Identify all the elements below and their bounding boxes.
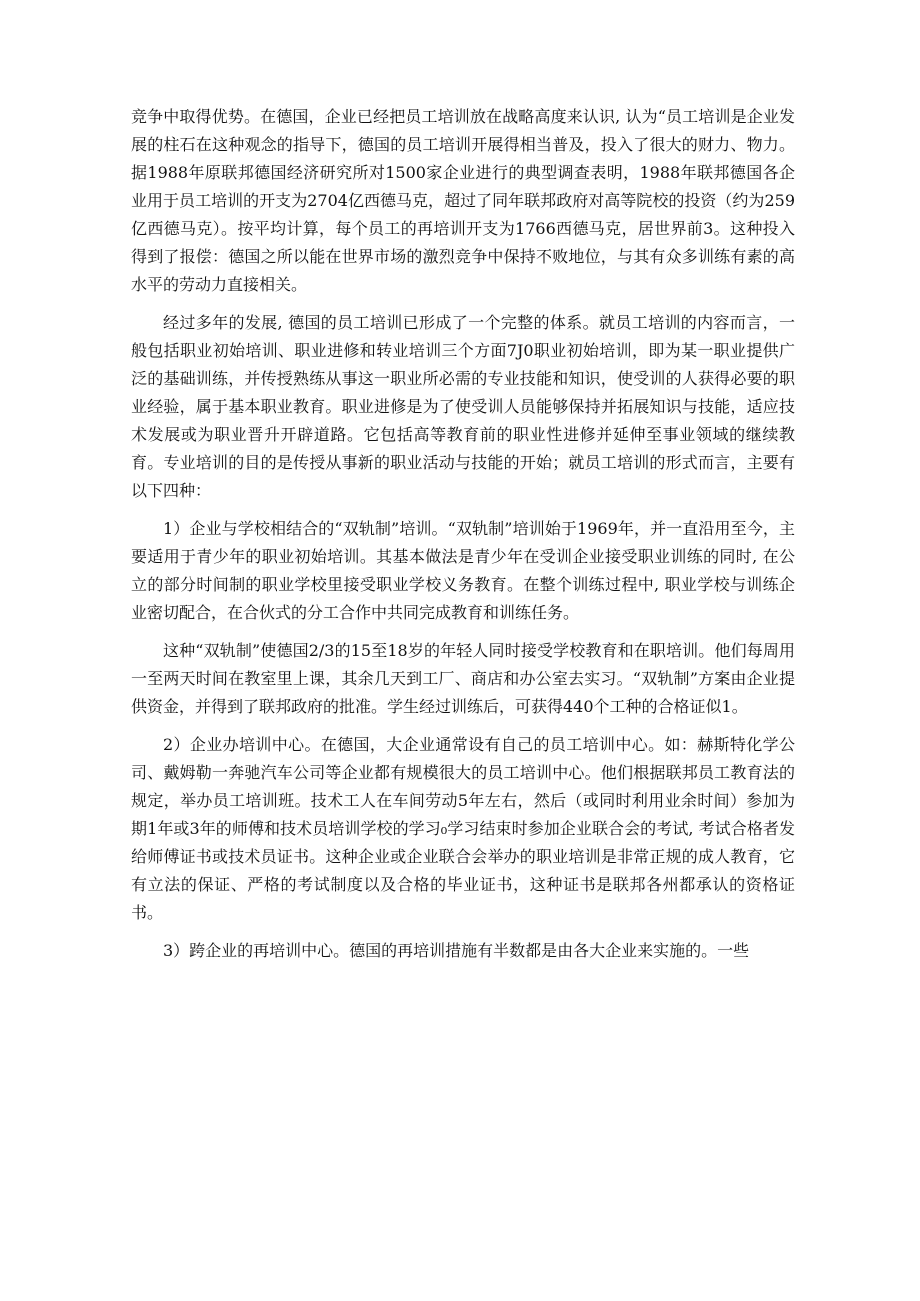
- document-body: [131, 103, 795, 965]
- paragraph-dual-system: 1）企业与学校相结合的“双轨制”培训。“双轨制”培训始于1969年，并一直沿用至今，主要适用于青少年的职业初始培训。其基本做法是青少年在受训企业接受职业训练的同时, 在公立的部分时间制的职业学校里接受职业学校义务教育。在整个训练过程中, 职业学校与训练企业密切配合，在合伙式的分工合作中共同完成教育和训练任务。: [131, 519, 795, 622]
- paragraph-enterprise-training-center: 2）企业办培训中心。在德国，大企业通常设有自己的员工培训中心。如：赫斯特化学公司、戴姆勒一奔驰汽车公司等企业都有规模很大的员工培训中心。他们根据联邦员工教育法的规定，举办员工培训班。技术工人在车间劳动5年左右，然后（或同时利用业余时间）参加为期1年或3年的师傅和技术员培训学校的学习₀学习结束时参加企业联合会的考试, 考试合格者发给师傅证书或技术员证书。这种企业或企业联合会举办的职业培训是非常正规的成人教育，它有立法的保证、严格的考试制度以及合格的毕业证书，这种证书是联邦各州都承认的资格证书。: [131, 735, 795, 922]
- paragraph-training-system: 经过多年的发展, 德国的员工培训已形成了一个完整的体系。就员工培训的内容而言，一般包括职业初始培训、职业进修和转业培训三个方面7J0职业初始培训，即为某一职业提供广泛的基础训练，并传授熟练从事这一职业所必需的专业技能和知识，使受训的人获得必要的职业经验，属于基本职业教育。职业进修是为了使受训人员能够保持并拓展知识与技能，适应技术发展或为职业晋升开辟道路。它包括高等教育前的职业性进修并延伸至事业领域的继续教育。专业培训的目的是传授从事新的职业活动与技能的开始；就员工培训的形式而言，主要有以下四种：: [131, 313, 795, 500]
- paragraph-continuation: 竞争中取得优势。在德国，企业已经把员工培训放在战略高度来认识, 认为“员工培训是企业发展的柱石在这种观念的指导下，德国的员工培训开展得相当普及，投入了很大的财力、物力。据1988年原联邦德国经济研究所对1500家企业进行的典型调查表明，1988年联邦德国各企业用于员工培训的开支为2704亿西德马克，超过了同年联邦政府对高等院校的投资（约为259亿西德马克）。按平均计算，每个员工的再培训开支为1766西德马克，居世界前3。这种投入得到了报偿：德国之所以能在世界市场的激烈竞争中保持不败地位，与其有众多训练有素的高水平的劳动力直接相关。: [131, 107, 795, 294]
- paragraph-cross-enterprise-center: 3）跨企业的再培训中心。德国的再培训措施有半数都是由各大企业来实施的。一些: [163, 941, 750, 960]
- paragraph-dual-system-detail: 这种“双轨制”使德国2/3的15至18岁的年轻人同时接受学校教育和在职培训。他们每周用一至两天时间在教室里上课，其余几天到工厂、商店和办公室去实习。“双轨制”方案由企业提供资金，并得到了联邦政府的批准。学生经过训练后，可获得440个工种的合格证似1。: [131, 641, 795, 716]
